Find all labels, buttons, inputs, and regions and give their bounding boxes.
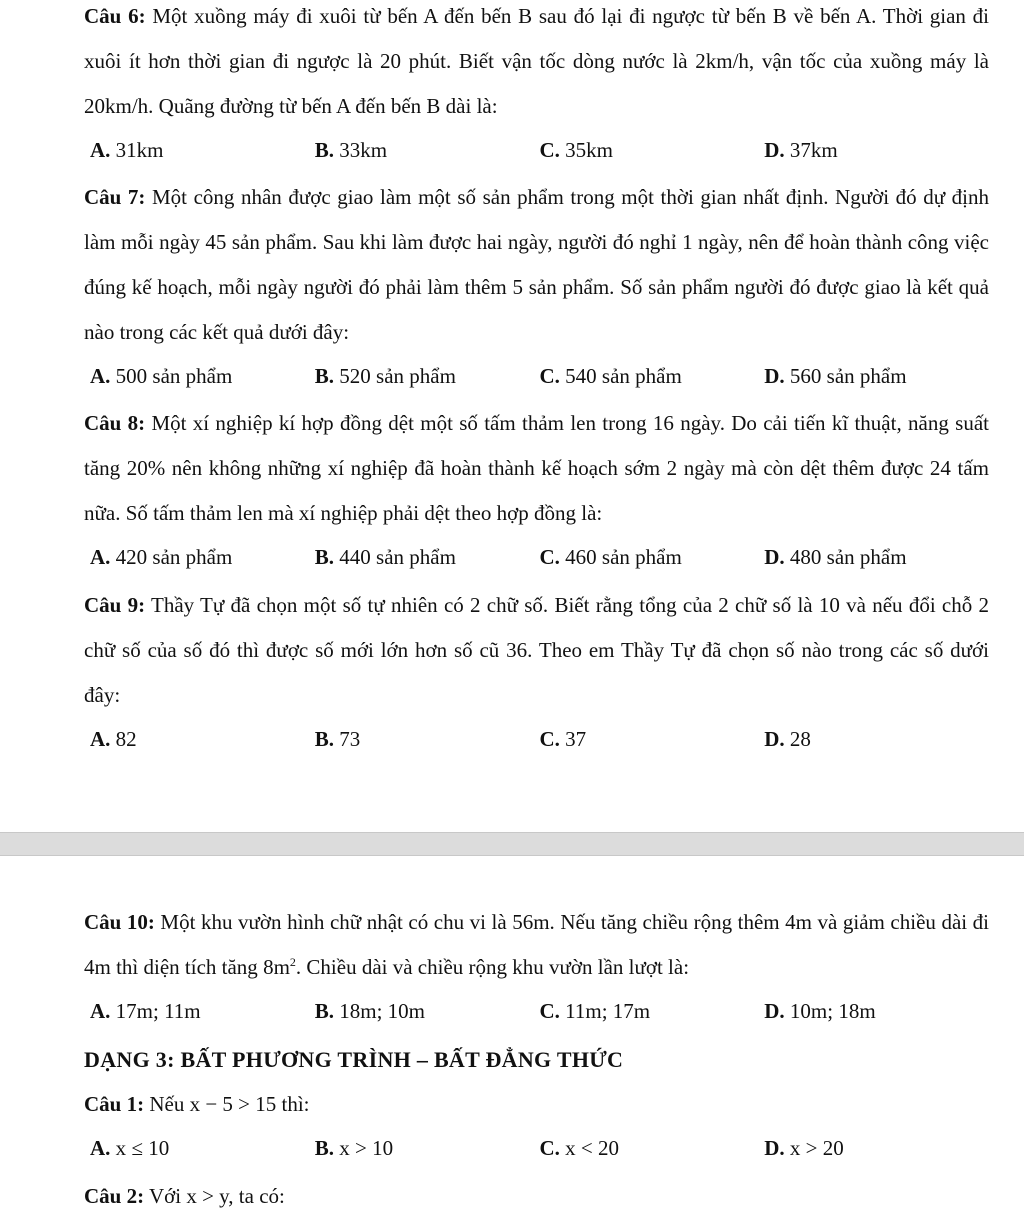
option-a: A. 31km <box>90 138 164 162</box>
option-b: B. 18m; 10m <box>314 999 426 1023</box>
section3-question-1 <box>84 1082 989 1169</box>
question-8 <box>84 401 989 578</box>
option-a: A. 82 <box>90 727 137 751</box>
options-row <box>84 129 989 171</box>
question-number: Câu 6: <box>84 4 146 28</box>
question-7-text: Câu 7: Một công nhân được giao làm một số sản phẩm trong một thời gian nhất định. Người đó dự định làm mỗi ngày 45 sản phẩm. Sau khi làm được hai ngày, người đó nghỉ 1 ngày, nên để hoàn thành công việc đúng kế hoạch, mỗi ngày người đó phải làm thêm 5 sản phẩm. Số sản phẩm người đó được giao là kết quả nào trong các kết quả dưới đây: <box>84 185 989 344</box>
question-6 <box>84 0 989 171</box>
options-row <box>84 1127 989 1169</box>
question-text: Câu 2: Với x > y, ta có: <box>84 1184 285 1208</box>
question-number: Câu 1: <box>84 1092 145 1116</box>
option-b: B. 33km <box>314 138 388 162</box>
area-value: $8m^2$ <box>263 955 296 979</box>
option-a: A. 420 sản phẩm <box>90 545 233 569</box>
question-number: Câu 2: <box>84 1184 145 1208</box>
option-c: C. 37 <box>539 727 587 751</box>
question-8-text: Câu 8: Một xí nghiệp kí hợp đồng dệt một số tấm thảm len trong 16 ngày. Do cải tiến kĩ thuật, năng suất tăng 20% nên không những xí nghiệp đã hoàn thành kế hoạch sớm 2 ngày mà còn dệt thêm được 24 tấm nữa. Số tấm thảm len mà xí nghiệp phải dệt theo hợp đồng là: <box>84 411 989 525</box>
option-c: C. 460 sản phẩm <box>539 545 682 569</box>
option-b: B. x > 10 <box>314 1136 394 1160</box>
question-10 <box>84 900 989 1032</box>
question-9 <box>84 583 989 760</box>
option-b: B. 440 sản phẩm <box>314 545 456 569</box>
option-d: D. 28 <box>764 727 811 751</box>
option-b: B. 73 <box>314 727 361 751</box>
question-6-text: Câu 6: Một xuồng máy đi xuôi từ bến A đến bến B sau đó lại đi ngược từ bến B về bến A. Thời gian đi xuôi ít hơn thời gian đi ngược là 20 phút. Biết vận tốc dòng nước là 2km/h, vận tốc của xuồng máy là 20km/h. Quãng đường từ bến A đến bến B dài là: <box>84 4 990 118</box>
option-d: D. 37km <box>764 138 838 162</box>
option-a: A. 500 sản phẩm <box>90 364 233 388</box>
options-row <box>84 536 989 578</box>
option-d: D. 480 sản phẩm <box>764 545 907 569</box>
option-a: A. 17m; 11m <box>90 999 201 1023</box>
option-b: B. 520 sản phẩm <box>314 364 456 388</box>
question-number: Câu 9: <box>84 593 146 617</box>
question-10-text: Câu 10: Một khu vườn hình chữ nhật có chu vi là 56m. Nếu tăng chiều rộng thêm 4m và giảm chiều dài đi 4m thì diện tích tăng $8m^2$. Chiều dài và chiều rộng khu vườn lần lượt là: <box>84 910 989 979</box>
option-c: C. x < 20 <box>539 1136 620 1160</box>
option-d: D. 10m; 18m <box>764 999 876 1023</box>
question-7 <box>84 175 989 397</box>
option-d: D. x > 20 <box>764 1136 844 1160</box>
page-break-divider <box>0 832 1024 856</box>
question-number: Câu 7: <box>84 185 146 209</box>
option-c: C. 35km <box>539 138 614 162</box>
question-number: Câu 8: <box>84 411 146 435</box>
option-c: C. 11m; 17m <box>539 999 651 1023</box>
question-text: Câu 1: Nếu x − 5 > 15 thì: <box>84 1092 310 1116</box>
section3-question-2 <box>84 1174 989 1219</box>
option-c: C. 540 sản phẩm <box>539 364 682 388</box>
options-row <box>84 355 989 397</box>
options-row <box>84 718 989 760</box>
option-d: D. 560 sản phẩm <box>764 364 907 388</box>
options-row <box>84 990 989 1032</box>
question-9-text: Câu 9: Thầy Tự đã chọn một số tự nhiên có 2 chữ số. Biết rằng tổng của 2 chữ số là 10 và nếu đổi chỗ 2 chữ số của số đó thì được số mới lớn hơn số cũ 36. Theo em Thầy Tự đã chọn số nào trong các số dưới đây: <box>84 593 989 707</box>
question-number: Câu 10: <box>84 910 155 934</box>
section-heading: DẠNG 3: BẤT PHƯƠNG TRÌNH – BẤT ĐẲNG THỨC <box>84 1047 624 1072</box>
option-a: A. x ≤ 10 <box>90 1136 170 1160</box>
